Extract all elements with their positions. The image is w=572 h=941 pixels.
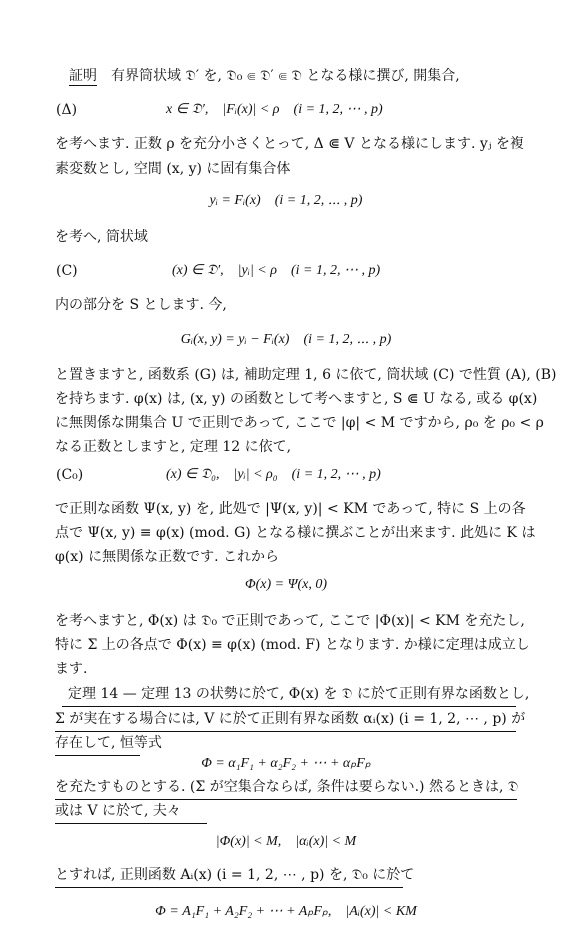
theorem-underline-8: [55, 887, 403, 888]
formula-yi: yᵢ = Fᵢ(x) (i = 1, 2, ⋯ , p): [209, 193, 363, 208]
theorem-line-6: 或は V に於て, 夫々: [55, 803, 181, 819]
text-line-4: 素変数とし, 空間 (x, y) に固有集合体: [55, 161, 291, 177]
text-line-3: を考へます. 正数 ρ を充分小さくとって, Δ ⋐ V となる様にします. yⱼ を複: [55, 136, 524, 152]
text-line-8: 内の部分を S とします. 今,: [55, 297, 227, 313]
formula-bounds: |Φ(x)| < M, |αᵢ(x)| < M: [215, 834, 357, 849]
text-line-11: を持ちます. φ(x) は, (x, y) の函数として考へますと, S ⋐ U なる, 或る φ(x): [55, 391, 538, 407]
text-line-10: と置きますと, 函数系 (G) は, 補助定理 1, 6 に依て, 筒状域 (C) で性質 (A), (B): [55, 367, 557, 383]
theorem-underline-6: [55, 823, 207, 824]
proof-text: 有界筒状域 𝔇′ を, 𝔇₀ ⋐ 𝔇′ ⋐ 𝔇 となる様に撰び, 開集合,: [97, 68, 460, 84]
formula-c0: (x) ∈ 𝔇₀, |yᵢ| < ρ₀ (i = 1, 2, ⋯ , p): [166, 467, 381, 482]
formula-label-delta: (Δ): [56, 102, 78, 118]
theorem-line-8: とすれば, 正則函数 Aᵢ(x) (i = 1, 2, ⋯ , p) を, 𝔇₀ に於て: [55, 867, 415, 883]
formula-c: (x) ∈ 𝔇′, |yᵢ| < ρ (i = 1, 2, ⋯ , p): [172, 263, 381, 278]
text-line-15: で正則な函数 Ψ(x, y) を, 此処で |Ψ(x, y)| < KM であって, 特に S 上の各: [55, 501, 526, 517]
formula-conclusion: Φ = A₁F₁ + A₂F₂ + ⋯ + AₚFₚ, |Aᵢ(x)| < KM: [155, 904, 417, 919]
theorem-line-2: Σ が実在する場合には, V に於て正則有界な函数 αᵢ(x) (i = 1, 2, ⋯ , p) が: [55, 711, 526, 727]
theorem-line-5: を充たすものとする. (Σ が空集合ならば, 条件は要らない.) 然るときは, 𝔇: [55, 779, 519, 795]
text-line-20: 特に Σ 上の各点で Φ(x) ≡ φ(x) (mod. F) となります. か様に定理は成立し: [55, 637, 530, 653]
formula-delta: x ∈ 𝔇′, |Fᵢ(x)| < ρ (i = 1, 2, ⋯ , p): [166, 102, 383, 117]
text-line-13: なる正数としますと, 定理 12 に依て,: [55, 439, 292, 455]
text-line-17: φ(x) に無関係な正数です. これから: [55, 549, 279, 565]
theorem-underline-5: [55, 799, 517, 800]
text-line-12: に無関係な開集合 U で正則であって, ここで |φ| < M ですから, ρ₀ を ρ₀ < ρ: [55, 415, 544, 431]
theorem-underline-1: [62, 706, 516, 707]
formula-identity: Φ = α₁F₁ + α₂F₂ + ⋯ + αₚFₚ: [201, 756, 371, 771]
text-line-6: を考へ, 筒状域: [55, 229, 148, 245]
formula-gi: Gᵢ(x, y) = yᵢ − Fᵢ(x) (i = 1, 2, ⋯ , p): [180, 332, 392, 347]
formula-label-c0: (C₀): [56, 467, 84, 483]
text-line-19: を考へますと, Φ(x) は 𝔇₀ で正則であって, ここで |Φ(x)| < KM を充たし,: [55, 613, 525, 629]
theorem-line-1: 定理 14 — 定理 13 の状勢に於て, Φ(x) を 𝔇 に於て正則有界な函数とし,: [68, 686, 530, 702]
formula-phi: Φ(x) = Ψ(x, 0): [244, 577, 328, 592]
theorem-line-3: 存在して, 恒等式: [55, 735, 162, 751]
text-line-16: 点で Ψ(x, y) ≡ φ(x) (mod. G) となる様に撰ぶことが出来ます. 此処に K は: [55, 525, 536, 541]
text-line-21: ます.: [55, 661, 88, 677]
proof-heading-underline: 証明: [69, 68, 97, 84]
theorem-underline-2: [55, 731, 516, 732]
formula-label-c: (C): [56, 263, 78, 279]
proof-line-1: [69, 67, 460, 85]
